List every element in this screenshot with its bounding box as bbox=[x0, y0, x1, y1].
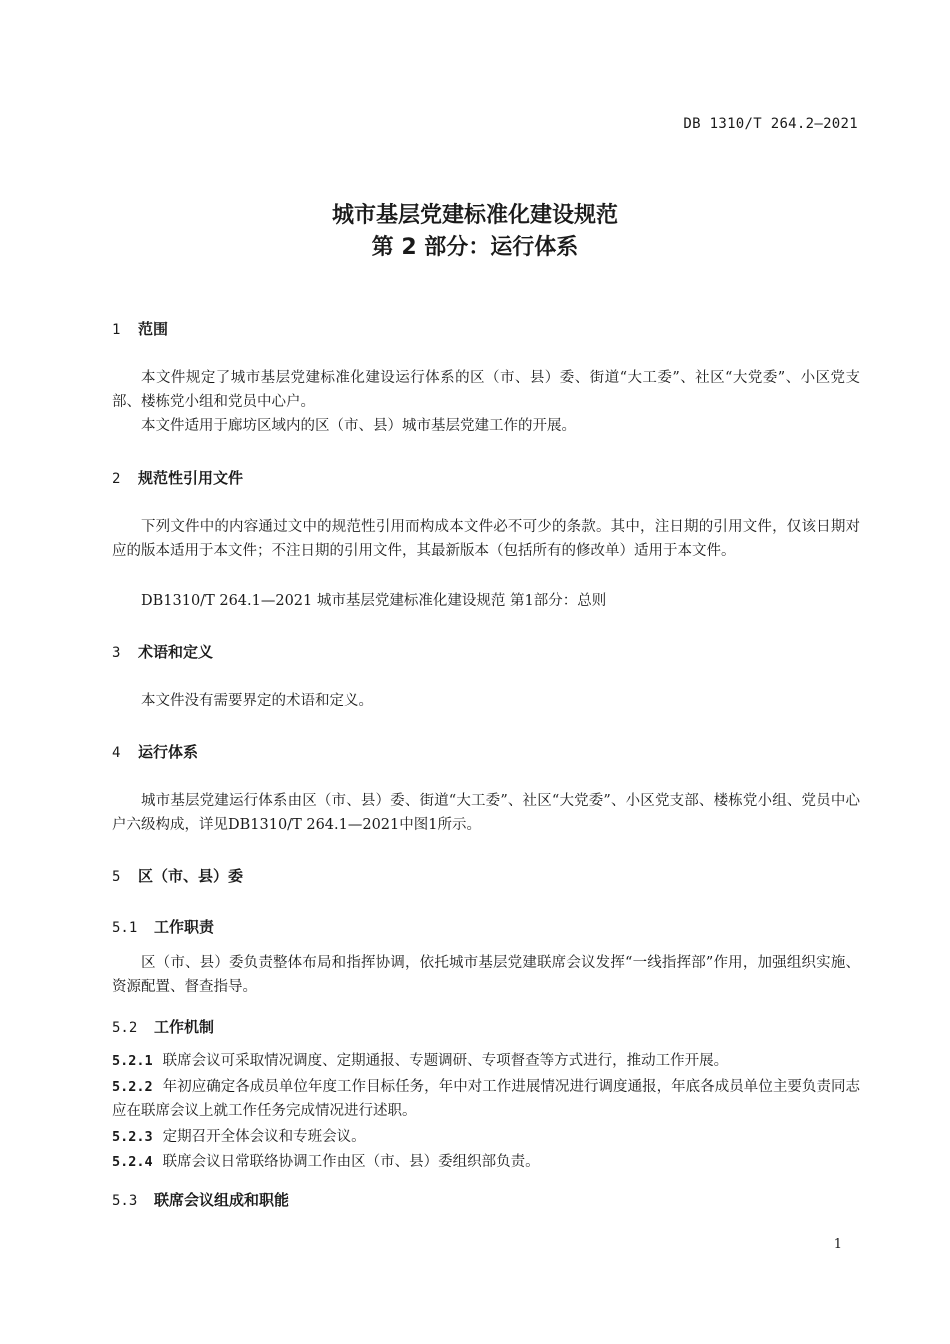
section-number: 4 bbox=[112, 745, 121, 761]
clause-5-2-4 bbox=[112, 1150, 860, 1174]
clause-text: 年初应确定各成员单位年度工作目标任务，年中对工作进展情况进行调度通报，年底各成员单位主要负责同志应在联席会议上就工作任务完成情况进行述职。 bbox=[112, 1079, 860, 1119]
section-title: 范围 bbox=[138, 320, 169, 338]
section-5-3-heading bbox=[112, 1189, 860, 1210]
section-2-paragraph-1: 下列文件中的内容通过文中的规范性引用而构成本文件必不可少的条款。其中，注日期的引用文件，仅该日期对应的版本适用于本文件；不注日期的引用文件，其最新版本（包括所有的修改单）适用于本文件。 bbox=[112, 519, 860, 559]
section-title: 运行体系 bbox=[138, 743, 199, 761]
section-5-1-paragraph-1: 区（市、县）委负责整体布局和指挥协调，依托城市基层党建联席会议发挥“一线指挥部”作用，加强组织实施、资源配置、督查指导。 bbox=[112, 955, 860, 995]
clause-5-2-2 bbox=[112, 1075, 860, 1123]
page-number: 1 bbox=[833, 1237, 842, 1252]
clause-number: 5.2.1 bbox=[112, 1053, 153, 1069]
section-3-heading bbox=[112, 641, 860, 662]
standard-code: DB 1310/T 264.2—2021 bbox=[683, 116, 858, 132]
clause-5-2-3 bbox=[112, 1125, 860, 1149]
clause-text: 联席会议可采取情况调度、定期通报、专题调研、专项督查等方式进行，推动工作开展。 bbox=[162, 1053, 729, 1069]
section-1-paragraph-2: 本文件适用于廊坊区域内的区（市、县）城市基层党建工作的开展。 bbox=[141, 418, 576, 434]
section-number: 5.3 bbox=[112, 1193, 138, 1209]
section-number: 5.2 bbox=[112, 1020, 138, 1036]
section-number: 5 bbox=[112, 869, 121, 885]
section-4-heading bbox=[112, 741, 860, 762]
section-4-paragraph-1: 城市基层党建运行体系由区（市、县）委、街道“大工委”、社区“大党委”、小区党支部、楼栋党小组、党员中心户六级构成，详见DB1310/T 264.1—2021中图1所示。 bbox=[112, 793, 860, 833]
section-title: 联席会议组成和职能 bbox=[154, 1191, 290, 1209]
clause-text: 定期召开全体会议和专班会议。 bbox=[162, 1129, 366, 1145]
section-5-2-heading bbox=[112, 1016, 860, 1037]
clause-number: 5.2.4 bbox=[112, 1154, 153, 1170]
section-title: 区（市、县）委 bbox=[138, 867, 244, 885]
section-title: 工作机制 bbox=[154, 1018, 215, 1036]
section-2-reference: DB1310/T 264.1—2021 城市基层党建标准化建设规范 第1部分：总则 bbox=[141, 593, 607, 609]
clause-5-2-1 bbox=[112, 1049, 860, 1073]
section-number: 1 bbox=[112, 322, 121, 338]
section-number: 5.1 bbox=[112, 920, 138, 936]
section-5-heading bbox=[112, 865, 860, 886]
section-2-heading bbox=[112, 467, 860, 488]
section-number: 3 bbox=[112, 645, 121, 661]
section-title: 术语和定义 bbox=[138, 643, 214, 661]
clause-number: 5.2.2 bbox=[112, 1079, 153, 1095]
section-1-paragraph-1: 本文件规定了城市基层党建标准化建设运行体系的区（市、县）委、街道“大工委”、社区“大党委”、小区党支部、楼栋党小组和党员中心户。 bbox=[112, 370, 860, 410]
section-5-1-heading bbox=[112, 916, 860, 937]
section-title: 工作职责 bbox=[154, 918, 215, 936]
clause-text: 联席会议日常联络协调工作由区（市、县）委组织部负责。 bbox=[162, 1154, 540, 1170]
document-subtitle: 第 2 部分：运行体系 bbox=[371, 235, 579, 260]
document-title: 城市基层党建标准化建设规范 bbox=[331, 203, 618, 228]
section-1-heading bbox=[112, 318, 860, 339]
section-title: 规范性引用文件 bbox=[138, 469, 244, 487]
section-number: 2 bbox=[112, 471, 121, 487]
section-3-paragraph-1: 本文件没有需要界定的术语和定义。 bbox=[141, 693, 373, 709]
clause-number: 5.2.3 bbox=[112, 1129, 153, 1145]
